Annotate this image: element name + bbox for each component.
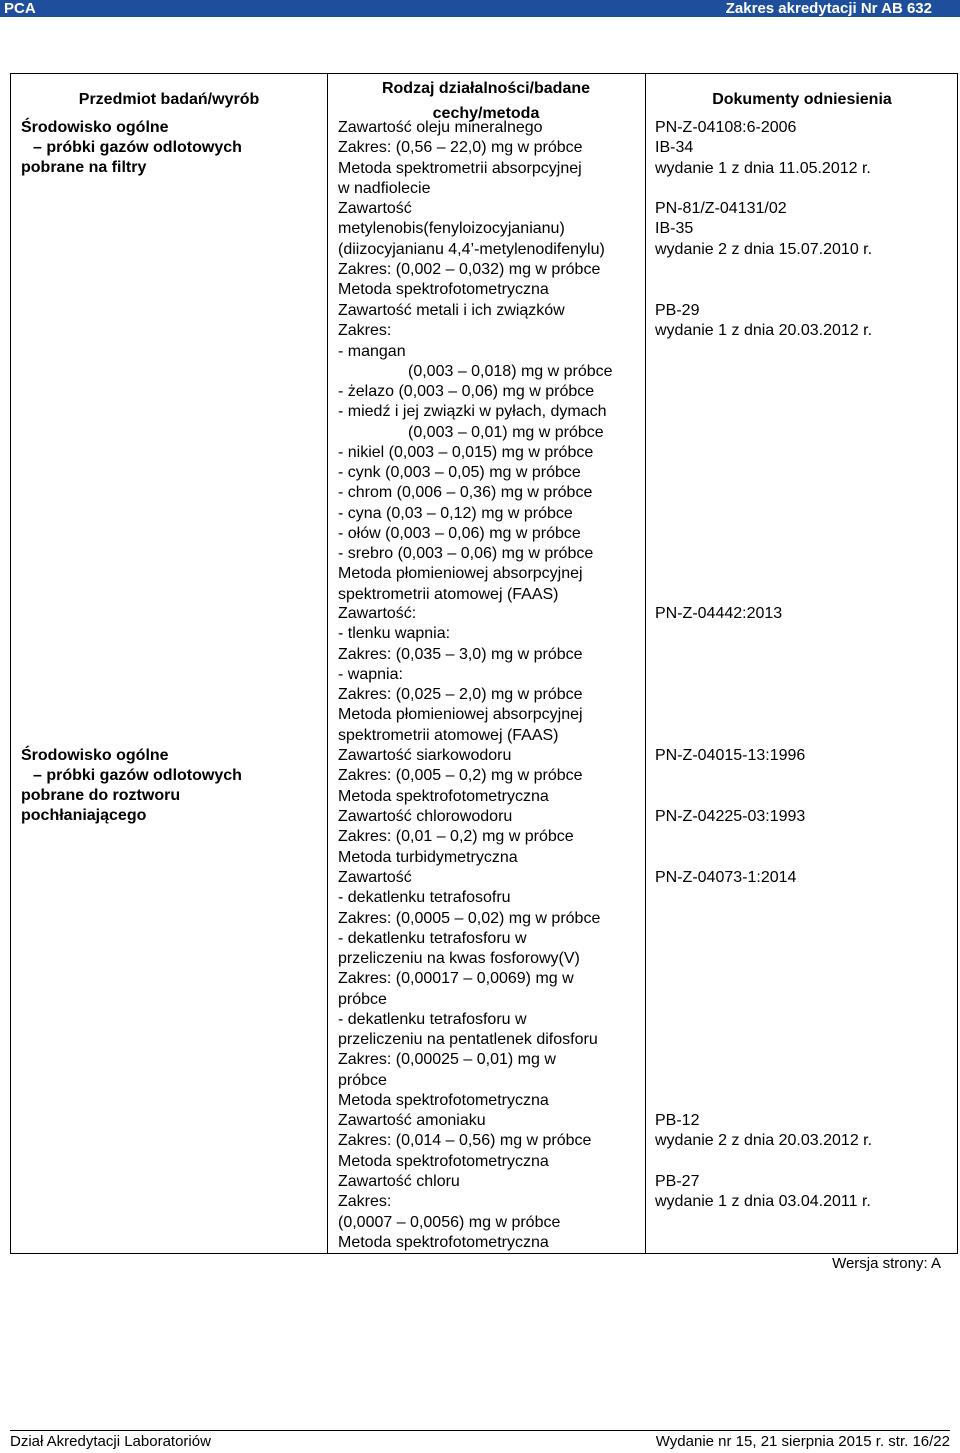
method-line: Zawartość metali i ich związków [338,302,565,319]
method-mdi [338,199,643,300]
method-line: - mangan [338,342,406,360]
subject-header: Przedmiot badań/wyrób [78,91,260,108]
method-hydrogen-sulfide [338,746,643,807]
doc-mdi [655,199,955,260]
subject-line: Środowisko ogólne [21,119,169,136]
doc-line: PB-27 [655,1173,700,1190]
doc-line: IB-34 [655,139,694,157]
page-footer [10,1430,950,1453]
subject-header-cell [11,74,327,110]
method-line: Zawartość chlorowodoru [338,808,513,825]
method-line: Metoda płomieniowej absorpcyjnej [338,565,583,583]
doc-line: wydanie 2 z dnia 20.03.2012 r. [655,1132,873,1150]
method-line: Metoda spektrometrii absorpcyjnej [338,159,582,177]
page-version: Wersja strony: A [832,1255,941,1272]
method-line: Metoda spektrofotometryczna [338,281,549,298]
subject-absorbing-solution [21,746,326,826]
method-line: Zakres: (0,56 – 22,0) mg w próbce [338,139,583,157]
doc-line: PN-Z-04108:6-2006 [655,119,797,136]
method-line: - wapnia: [338,665,403,683]
doc-line: PN-Z-04073-1:2014 [655,869,797,886]
method-line: Zawartość siarkowodoru [338,747,512,764]
doc-hydrogen-sulfide [655,746,955,766]
subject-line: – próbki gazów odlotowych [33,767,242,784]
method-calcium [338,604,643,746]
doc-ammonia [655,1111,955,1152]
method-line: (0,003 – 0,01) mg w próbce [408,423,604,441]
subject-line: pochłaniającego [21,807,147,824]
method-line: Metoda płomieniowej absorpcyjnej [338,706,583,724]
method-ammonia [338,1111,643,1172]
subject-line: pobrane do roztworu [21,787,181,804]
method-line: (0,0007 – 0,0056) mg w próbce [338,1213,561,1231]
method-line: Zakres: (0,00025 – 0,01) mg w [338,1051,556,1069]
activity-header-line2: cechy/metoda [432,105,540,122]
subject-line: – próbki gazów odlotowych [33,139,242,156]
doc-line: wydanie 1 z dnia 11.05.2012 r. [655,159,871,177]
method-line: Metoda spektrofotometryczna [338,787,549,805]
method-line: Metoda turbidymetryczna [338,848,518,866]
doc-metals [655,301,955,342]
method-line: Metoda spektrofotometryczna [338,1233,549,1251]
method-line: Metoda spektrofotometryczna [338,1152,549,1170]
doc-calcium [655,604,955,624]
method-line: Metoda spektrofotometryczna [338,1091,549,1109]
doc-line: PB-12 [655,1112,700,1129]
method-phosphorus [338,868,643,1111]
doc-line: IB-35 [655,220,694,238]
doc-line: PN-Z-04225-03:1993 [655,808,806,825]
method-line: - cyna (0,03 – 0,12) mg w próbce [338,504,573,522]
doc-line: PN-Z-04015-13:1996 [655,747,806,764]
doc-line: wydanie 1 z dnia 03.04.2011 r. [655,1193,871,1211]
column-divider [327,74,328,1253]
method-chlorine [338,1172,643,1253]
method-line: - cynk (0,003 – 0,05) mg w próbce [338,464,581,481]
method-line: metylenobis(fenyloizocyjanianu) [338,220,565,238]
method-line: przeliczeniu na kwas fosforowy(V) [338,950,580,967]
doc-line: wydanie 1 z dnia 20.03.2012 r. [655,322,873,340]
document-title: Zakres akredytacji Nr AB 632 [725,0,932,17]
method-line: Zakres: (0,025 – 2,0) mg w próbce [338,686,583,703]
org-name: PCA [4,0,36,17]
method-line: - dekatlenku tetrafosofru [338,889,511,907]
method-line: - dekatlenku tetrafosforu w [338,929,527,947]
method-line: Zakres: (0,01 – 0,2) mg w próbce [338,828,574,846]
method-line: Zawartość amoniaku [338,1112,486,1129]
doc-chlorine [655,1172,955,1213]
footer-edition: Wydanie nr 15, 21 sierpnia 2015 r. str. 16/22 [655,1433,950,1450]
documents-header-cell [645,74,959,110]
method-line: Zawartość [338,200,412,217]
method-line: - ołów (0,003 – 0,06) mg w próbce [338,524,581,542]
method-line: Zakres: (0,014 – 0,56) mg w próbce [338,1132,592,1150]
page-header [0,0,960,17]
documents-header: Dokumenty odniesienia [712,91,892,108]
method-line: w nadfiolecie [338,179,431,197]
method-line: - żelazo (0,003 – 0,06) mg w próbce [338,383,595,400]
method-line: próbce [338,990,387,1008]
method-line: - tlenku wapnia: [338,625,451,643]
doc-mineral-oil [655,118,955,179]
doc-line: PB-29 [655,302,700,319]
accreditation-table [10,73,958,1254]
method-line: (diizocyjanianu 4,4’-metylenodifenylu) [338,240,605,258]
column-divider [645,74,646,1253]
method-line: spektrometrii atomowej (FAAS) [338,726,559,744]
doc-phosphorus [655,868,955,888]
subject-line: pobrane na filtry [21,159,147,176]
method-mineral-oil [338,118,643,199]
activity-header-line1: Rodzaj działalności/badane [381,80,591,97]
method-hydrogen-chloride [338,807,643,868]
method-metals [338,301,643,605]
doc-line: wydanie 2 z dnia 15.07.2010 r. [655,240,873,258]
method-line: Zawartość [338,869,412,886]
method-line: przeliczeniu na pentatlenek difosforu [338,1031,598,1048]
method-line: Zakres: [338,1193,392,1211]
footer-department: Dział Akredytacji Laboratoriów [10,1433,211,1450]
method-line: Zakres: [338,322,392,340]
method-line: Zakres: (0,00017 – 0,0069) mg w [338,970,574,988]
doc-hydrogen-chloride [655,807,955,827]
method-line: Zakres: (0,035 – 3,0) mg w próbce [338,645,583,663]
subject-line: Środowisko ogólne [21,747,169,764]
method-line: - nikiel (0,003 – 0,015) mg w próbce [338,443,594,461]
method-line: Zawartość: [338,605,417,622]
subject-filters [21,118,326,178]
method-line: (0,003 – 0,018) mg w próbce [408,362,613,380]
method-line: Zakres: (0,002 – 0,032) mg w próbce [338,260,601,278]
method-line: Zakres: (0,0005 – 0,02) mg w próbce [338,909,601,927]
method-line: - miedź i jej związki w pyłach, dymach [338,403,607,421]
method-line: próbce [338,1071,387,1089]
activity-header-cell [327,74,645,124]
method-line: - srebro (0,003 – 0,06) mg w próbce [338,545,594,562]
method-line: Zawartość oleju mineralnego [338,119,543,136]
method-line: Zakres: (0,005 – 0,2) mg w próbce [338,767,583,785]
method-line: - dekatlenku tetrafosforu w [338,1010,527,1028]
doc-line: PN-Z-04442:2013 [655,605,783,622]
doc-line: PN-81/Z-04131/02 [655,200,787,217]
method-line: Zawartość chloru [338,1173,460,1190]
method-line: - chrom (0,006 – 0,36) mg w próbce [338,484,593,502]
method-line: spektrometrii atomowej (FAAS) [338,585,559,603]
